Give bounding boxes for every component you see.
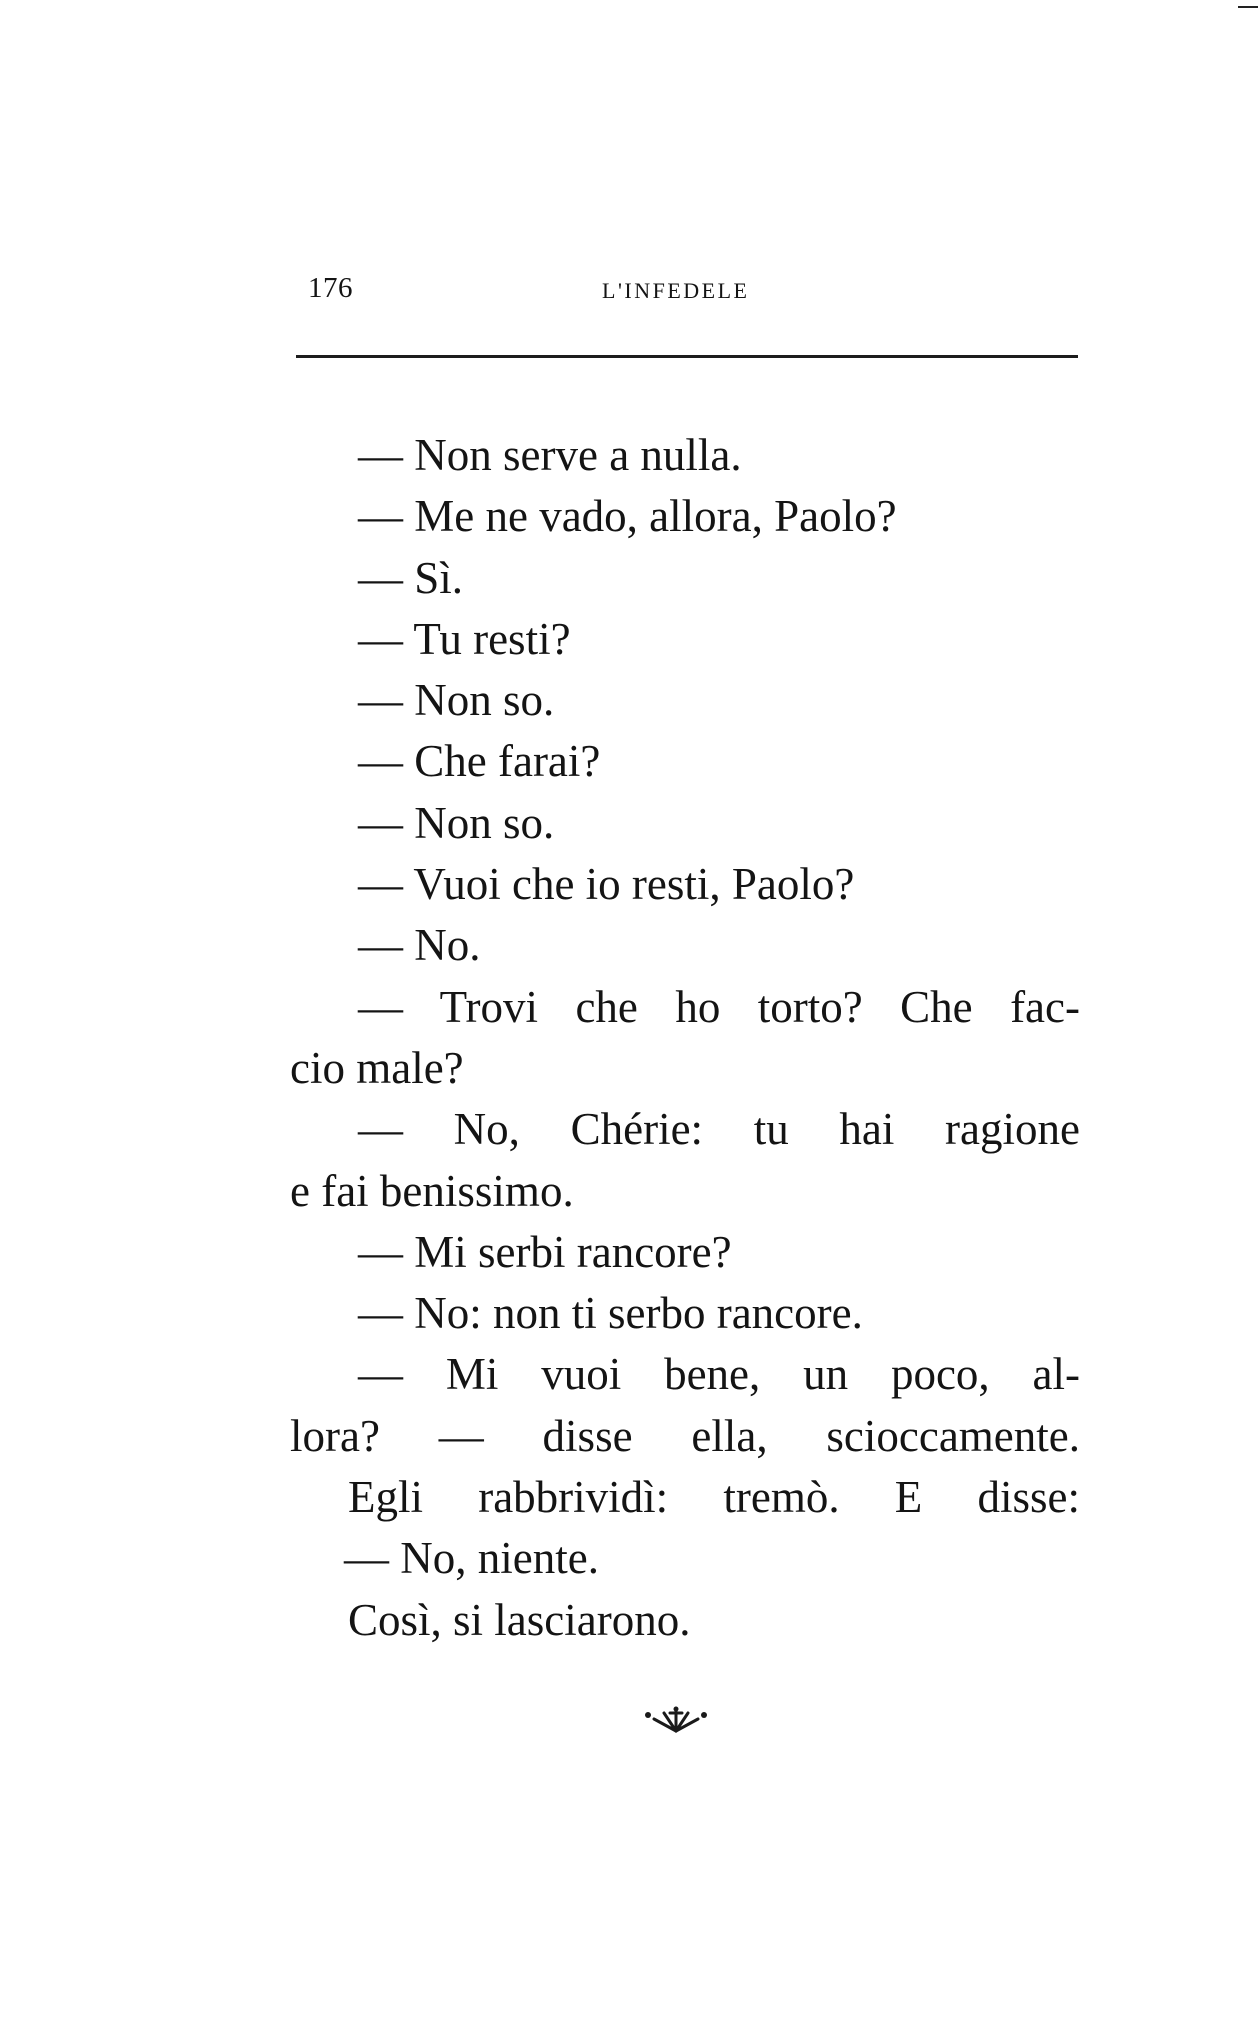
text-line: — Mi vuoi bene, un poco, al- [358, 1349, 1080, 1400]
text-line: — Non so. [358, 675, 555, 726]
text-line: cio male? [290, 1042, 464, 1093]
running-head: L'INFEDELE [602, 278, 750, 303]
fleuron-icon [640, 1705, 712, 1735]
text-line: Così, si lasciarono. [348, 1594, 691, 1645]
text-line: — Che farai? [358, 736, 601, 787]
text-line: — Non so. [358, 797, 555, 848]
text-line: — Me ne vado, allora, Paolo? [358, 491, 897, 542]
text-line: — No: non ti serbo rancore. [358, 1288, 863, 1339]
text-line: — Vuoi che io resti, Paolo? [358, 859, 855, 910]
text-line: — Sì. [358, 552, 464, 603]
body-text [290, 425, 1080, 1651]
text-line: lora? — disse ella, scioccamente. [290, 1410, 1080, 1461]
header-rule [296, 355, 1078, 358]
text-line: Egli rabbrividì: tremò. E disse: [348, 1472, 1080, 1523]
text-line: — No, niente. [344, 1533, 599, 1584]
text-line: — Mi serbi rancore? [358, 1226, 732, 1277]
text-line: — Non serve a nulla. [358, 430, 742, 480]
text-line: e fai benissimo. [290, 1165, 574, 1216]
text-line: — Tu resti? [358, 613, 571, 664]
page-edge-mark [1238, 6, 1258, 8]
page-number: 176 [308, 272, 353, 304]
text-line: — No. [358, 920, 481, 971]
page-header [0, 272, 1258, 312]
text-line: — Trovi che ho torto? Che fac- [358, 981, 1080, 1032]
text-line: — No, Chérie: tu hai ragione [358, 1104, 1080, 1155]
